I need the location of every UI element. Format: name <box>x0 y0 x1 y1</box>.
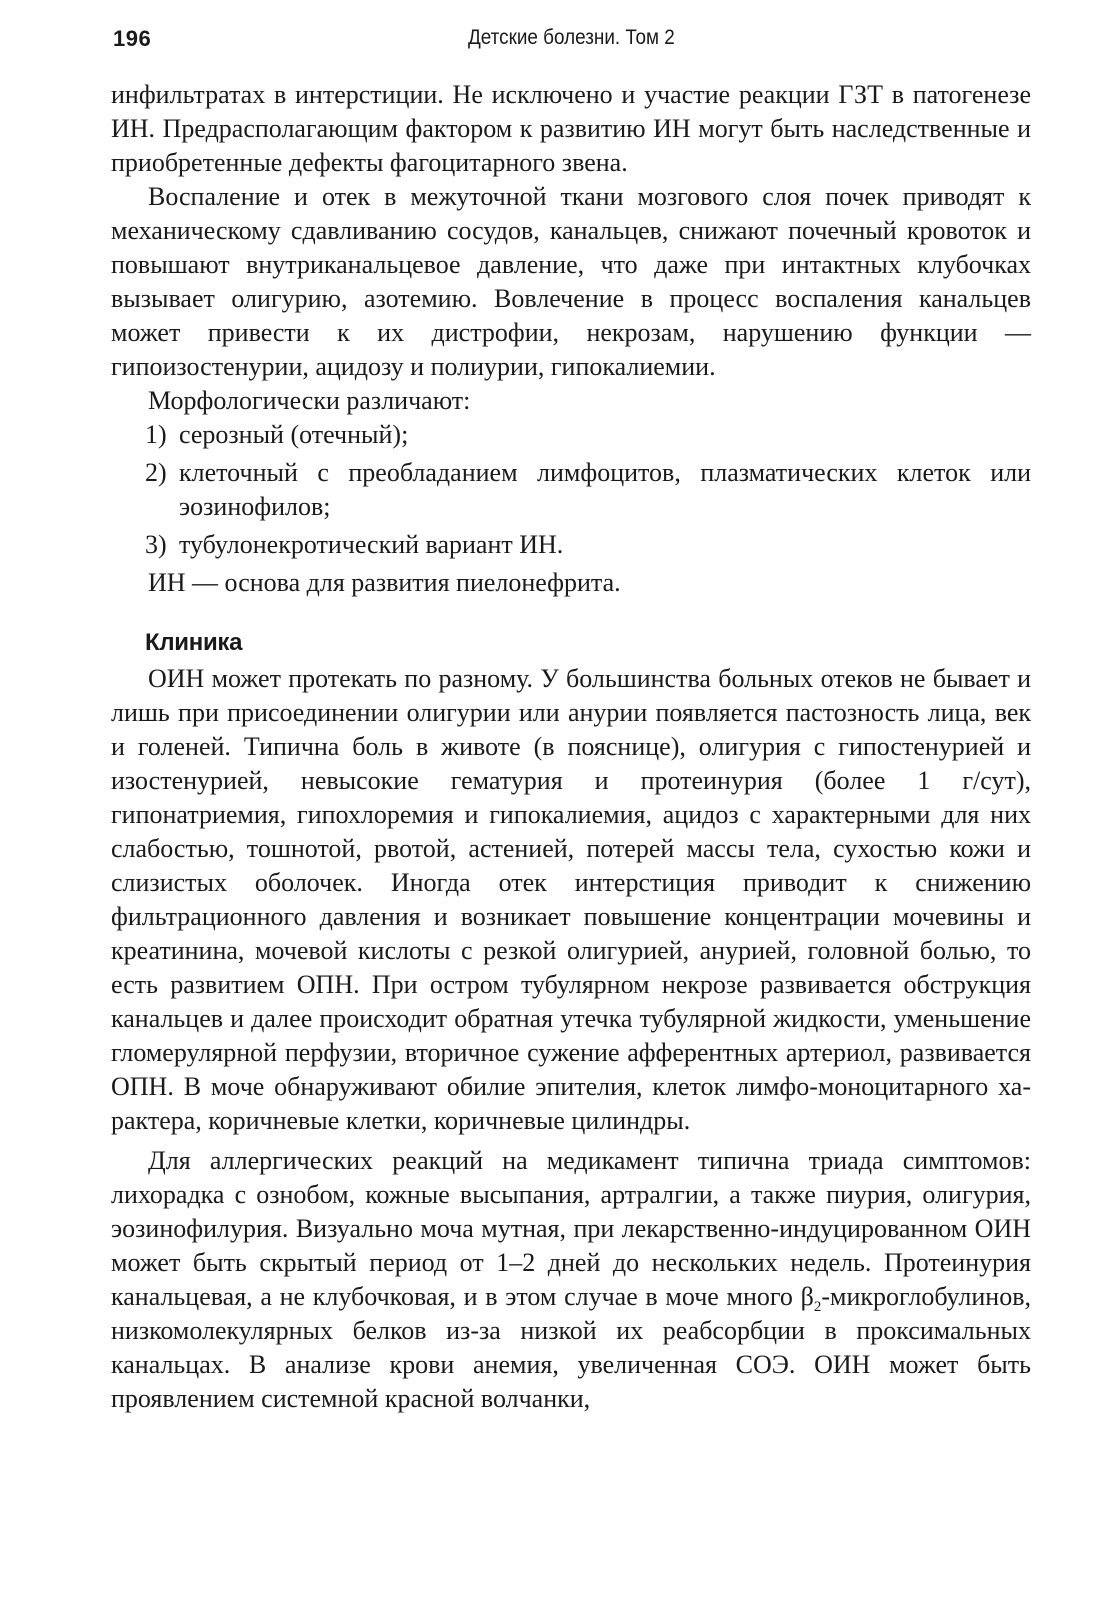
list-item <box>145 418 1031 452</box>
list-item-number: 2) <box>145 458 167 487</box>
list-item <box>145 456 1031 524</box>
list-item <box>145 528 1031 562</box>
paragraph-after-list: ИН — основа для развития пиелонефрита. <box>148 568 621 597</box>
paragraph-morphology-intro: Морфологически различают: <box>148 386 471 415</box>
list-item-number: 3) <box>145 530 167 559</box>
morphology-list <box>111 418 1031 562</box>
list-item-text: клеточный с преобладанием лимфоцитов, плазматических клеток или эозинофилов; <box>179 458 1031 521</box>
section-heading-clinic: Клиника <box>145 629 243 656</box>
page-number: 196 <box>113 26 152 51</box>
paragraph-clinic-2-part-b: -микроглобулинов, низкомолекулярных белков из-за низкой их реабсорбции в проксимальных канальцах. В анализе крови анемия, увеличенная СОЭ. ОИН может быть проявлением системной красной волчанки, <box>111 1282 1031 1413</box>
paragraph-clinic-2-part-a: Для аллергических реакций на медикамент типична триада симптомов: лихорадка с ознобом, кожные высыпания, артралгии, а также пиурия, олигурия, эозинофилурия. Визуально моча мутная, при лекарственно-индуцированном ОИН может быть скрытый период от 1–2 дней до нескольких недель. Протеинурия канальцевая, а не клубочковая, и в этом случае в моче много β <box>111 1146 1031 1311</box>
paragraph-continuation: инфильтратах в интерстиции. Не исключено и участие реакции ГЗТ в патогенезе ИН. Предрасполагающим фактором к развитию ИН могут быть наследственные и приобретенные дефекты фагоцитарного звена. <box>111 80 1031 177</box>
page-body <box>111 78 1031 1416</box>
page-header <box>113 24 1031 56</box>
paragraph-clinic-2 <box>111 1144 1031 1416</box>
list-item-text: серозный (отечный); <box>179 420 409 449</box>
list-item-text: тубулонекротический вариант ИН. <box>179 530 564 559</box>
subscript-2: 2 <box>813 1299 822 1316</box>
running-title: Детские болезни. Том 2 <box>468 26 675 49</box>
list-item-number: 1) <box>145 420 167 449</box>
paragraph-clinic-1: ОИН может протекать по разному. У большинства больных отеков не бывает и лишь при присоединении олигурии или анурии появляется пастозность лица, век и голеней. Типична боль в животе (в пояснице), олигурия с гипостенурией и изостенурией, невысокие гематурия и протеинурия (более 1 г/сут), гипонатриемия, гипохлоремия и гипокалиемия, ацидоз с характерными для них слабостью, тошнотой, рвотой, астенией, потерей массы тела, сухостью кожи и слизистых оболочек. Иногда отек интерстиция приводит к снижению фильтрационного давления и возникает повышение концентрации мочевины и креатинина, мочевой кислоты с резкой олигурией, анурией, головной болью, то есть развитием ОПН. При остром тубулярном некрозе развивается обструкция канальцев и далее происходит обратная утечка тубулярной жидкости, уменьшение гломерулярной перфузии, вторичное сужение афферентных артериол, развивается ОПН. В моче обнаруживают обилие эпителия, клеток лимфо-моноцитарного характера, коричневые клетки, коричневые цилиндры. <box>111 664 1031 1135</box>
paragraph-inflammation: Воспаление и отек в межуточной ткани мозгового слоя почек приводят к механическому сдавливанию сосудов, канальцев, снижают почечный кровоток и повышают внутриканальцевое давление, что даже при интактных клубочках вызывает олигурию, азотемию. Вовлечение в процесс воспаления канальцев может привести к их дистрофии, некрозам, нарушению функции — гипоизостенурии, ацидозу и полиурии, гипокалиемии. <box>111 182 1031 381</box>
